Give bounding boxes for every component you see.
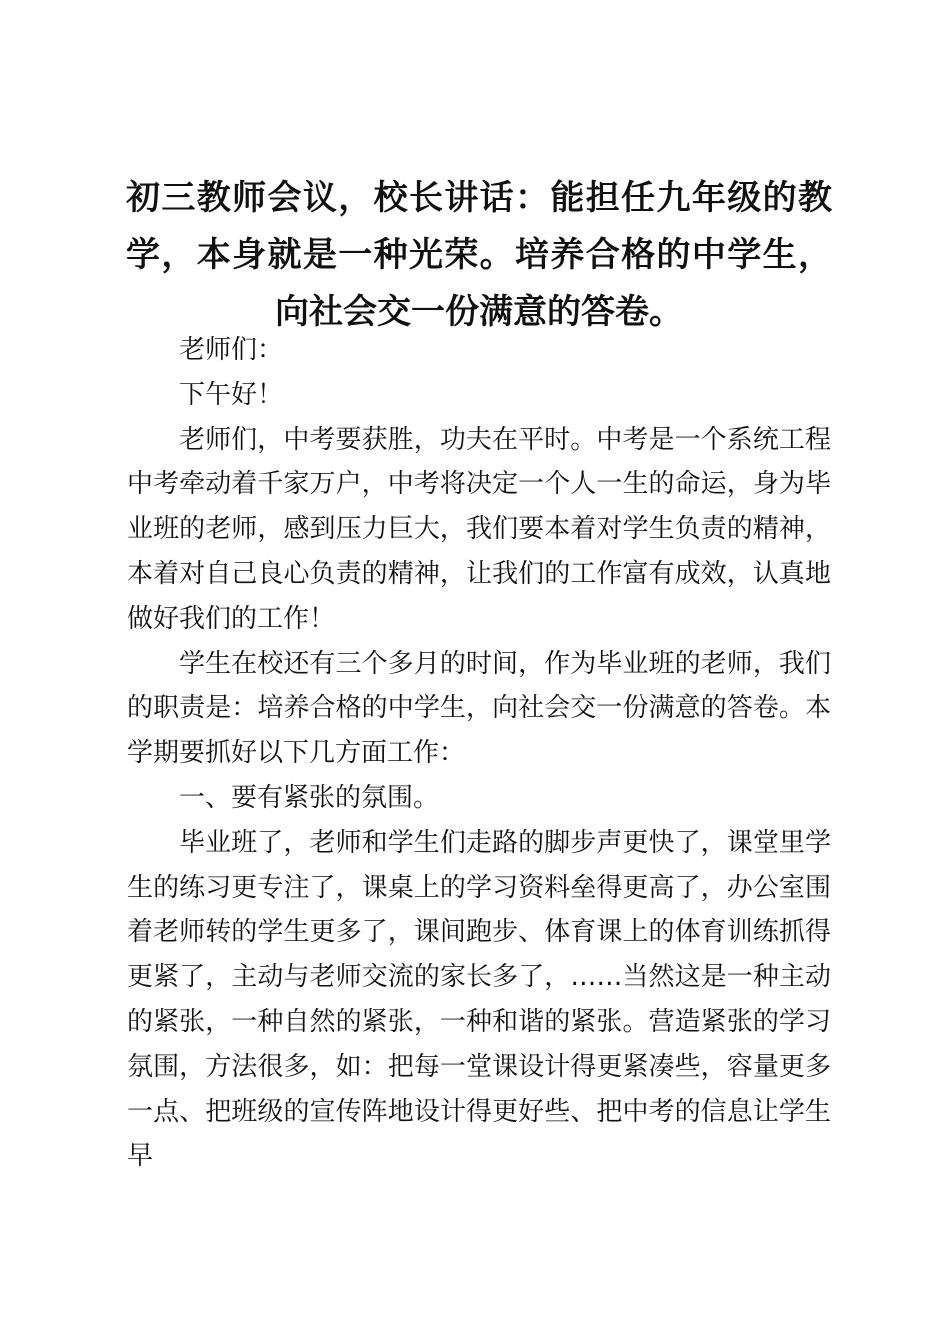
paragraph-duty: 学生在校还有三个多月的时间，作为毕业班的老师，我们的职责是：培养合格的中学生，向社会交一份满意的答卷。本学期要抓好以下几方面工作：: [127, 648, 831, 769]
paragraph-atmosphere: 毕业班了，老师和学生们走路的脚步声更快了，课堂里学生的练习更专注了，课桌上的学习资料垒得更高了，办公室围着老师转的学生更多了，课间跑步、体育课上的体育训练抓得更紧了，主动与老师交流的家长多了，……当然这是一种主动的紧张，一种自然的紧张，一种和谐的紧张。营造紧张的学习氛围，方法很多，如：把每一堂课设计得更紧凑些，容量更多一点、把班级的宣传阵地设计得更好些、把中考的信息让学生早: [127, 827, 831, 1172]
document-body: [127, 328, 831, 1179]
section-heading-1: 一、要有紧张的氛围。: [179, 782, 440, 813]
paragraph-intro: 老师们，中考要获胜，功夫在平时。中考是一个系统工程中考牵动着千家万户，中考将决定一个人一生的命运，身为毕业班的老师，感到压力巨大，我们要本着对学生负责的精神，本着对自己良心负责的精神，让我们的工作富有成效，认真地做好我们的工作！: [127, 424, 831, 634]
greeting: 下午好！: [179, 379, 284, 410]
document-title: 初三教师会议，校长讲话：能担任九年级的教学，本身就是一种光荣。培养合格的中学生，向社会交一份满意的答卷。: [126, 178, 832, 332]
salutation: 老师们：: [179, 335, 284, 365]
